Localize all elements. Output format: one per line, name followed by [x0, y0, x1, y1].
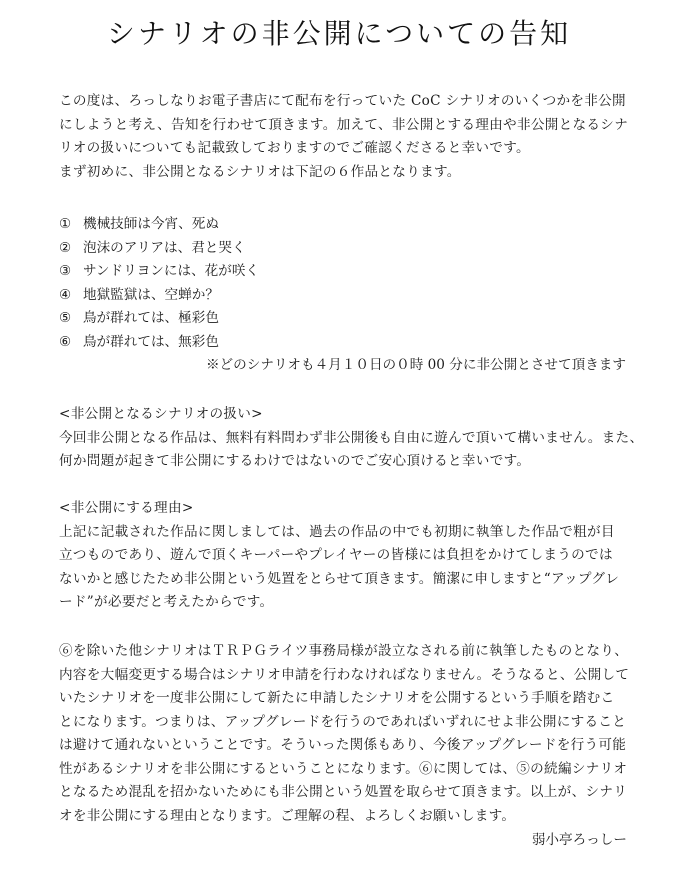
- list-item-title: 地獄監獄は、空蝉か？: [83, 286, 219, 303]
- page-title: シナリオの非公開についての告知: [106, 17, 572, 50]
- section-line: 今回非公開となる作品は、無料有料問わず非公開後も自由に遊んで頂いて構いません。また、: [59, 429, 644, 446]
- section-line: 何か問題が起きて非公開にするわけではないのでご安心頂けると幸いです。: [59, 453, 531, 469]
- section-line: ⑥を除いた他シナリオはＴＲＰＧライツ事務局様が設立なされる前に執筆したものとなり、: [59, 643, 629, 659]
- section-heading: <非公開にする理由>: [59, 500, 194, 516]
- list-item-title: 機械技師は今宵、死ぬ: [83, 216, 219, 232]
- section-line: 性があるシナリオを非公開にするということになります。⑥に関しては、⑤の続編シナリオ: [59, 760, 628, 777]
- detail-section: [59, 640, 629, 828]
- section-line: ード”が必要だと考えたからです。: [59, 594, 274, 610]
- section-line: ないかと感じたため非公開という処置をとらせて頂きます。簡潔に申しますと“アップグレ: [59, 570, 620, 587]
- section-line: 上記に記載された作品に関しましては、過去の作品の中でも初期に執筆した作品で粗が目: [59, 523, 615, 540]
- section-line: 内容を大幅変更する場合はシナリオ申請を行わなければなりません。そうなると、公開して: [59, 666, 630, 683]
- section-line: 立つものであり、遊んで頂くキーパーやプレイヤーの皆様には負担をかけてしまうのでは: [59, 547, 613, 563]
- scenario-list: [59, 213, 629, 354]
- list-item: [59, 331, 629, 355]
- list-item: [59, 307, 629, 331]
- list-item: [59, 237, 629, 261]
- list-item-title: 泡沫のアリアは、君と哭く: [83, 239, 246, 256]
- handling-section: [59, 403, 644, 474]
- list-item-number: ⑤: [59, 310, 72, 326]
- author-signature: 弱小亭ろっしー: [531, 832, 627, 848]
- list-item-number: ③: [59, 263, 72, 279]
- section-line: とになります。つまりは、アップグレードを行うのであればいずれにせよ非公開にすること: [59, 713, 627, 730]
- list-item-number: ④: [59, 286, 72, 303]
- section-line: いたシナリオを一度非公開にして新たに申請したシナリオを公開するという手順を踏むこ: [59, 690, 615, 706]
- intro-paragraph: [59, 90, 629, 184]
- section-line: オを非公開にする理由となります。ご理解の程、よろしくお願いします。: [59, 807, 516, 824]
- list-item-number: ②: [59, 239, 72, 256]
- list-item-number: ⑥: [59, 333, 72, 350]
- list-item-number: ①: [59, 216, 72, 232]
- list-item: [59, 260, 629, 284]
- section-line: となるため混乱を招かないためにも非公開という処置を取らせて頂きます。以上が、シナリ: [59, 784, 628, 800]
- intro-line: にしようと考え、告知を行わせて頂きます。加えて、非公開とする理由や非公開となるシナ: [59, 116, 629, 133]
- reason-section: [59, 497, 629, 615]
- list-item-title: 鳥が群れては、無彩色: [83, 333, 219, 350]
- list-item: [59, 213, 629, 237]
- list-item-title: サンドリヨンには、花が咲く: [83, 263, 260, 279]
- list-item-title: 鳥が群れては、極彩色: [83, 310, 219, 326]
- intro-line: リオの扱いについても記載致しておりますのでご確認くださると幸いです。: [59, 140, 530, 156]
- schedule-note: ※どのシナリオも４月１０日の０時 00 分に非公開とさせて頂きます: [205, 357, 626, 373]
- list-item: [59, 284, 629, 308]
- section-line: は避けて通れないということです。そういった関係もあり、今後アップグレードを行う可能: [59, 737, 627, 753]
- intro-line: まず初めに、非公開となるシナリオは下記の６作品となります。: [59, 163, 461, 180]
- intro-line: この度は、ろっしなりお電子書店にて配布を行っていた CoC シナリオのいくつかを非公開: [59, 93, 626, 109]
- section-heading: <非公開となるシナリオの扱い>: [59, 406, 263, 422]
